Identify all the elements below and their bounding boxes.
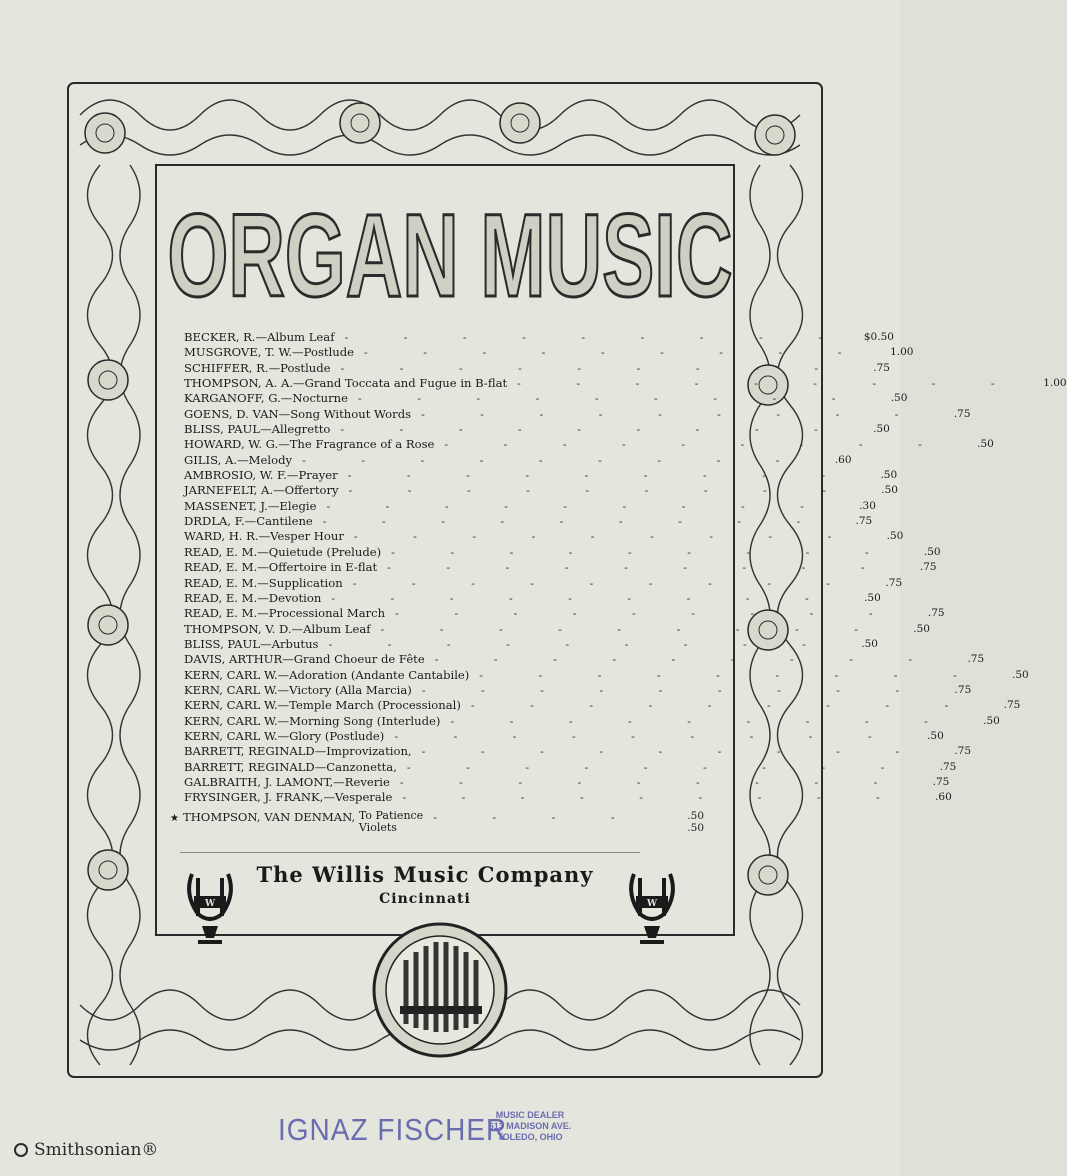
list-item-entry: GILIS, A.—Melody xyxy=(184,452,293,467)
leader-dots: - - - - - - - - - xyxy=(322,515,827,529)
list-item-price: .75 xyxy=(873,361,890,374)
list-item-price: .50 xyxy=(913,622,930,635)
list-item-entry: READ, E. M.—Supplication xyxy=(184,575,343,590)
stamp-line-2: 613 MADISON AVE. xyxy=(488,1121,572,1131)
list-item-entry: MASSENET, J.—Elegie xyxy=(184,498,317,513)
leader-dots: - - - - - - - - - xyxy=(517,377,1021,391)
leader-dots: - - - - - - - - - xyxy=(364,346,868,360)
watermark-label: Smithsonian® xyxy=(34,1140,159,1160)
list-item-price: .50 xyxy=(977,438,994,451)
list-item xyxy=(184,652,985,667)
list-item xyxy=(184,514,873,529)
list-item-entry: KERN, CARL W.—Morning Song (Interlude) xyxy=(184,713,441,728)
list-item-entry: THOMPSON, V. D.—Album Leaf xyxy=(184,621,371,636)
leader-dots: - - - - - - - - - xyxy=(450,714,954,728)
list-item-price: .50 xyxy=(861,637,878,650)
leader-dots: - - - - - - - - - xyxy=(302,453,806,467)
title-group xyxy=(359,810,423,834)
monogram-right: W xyxy=(646,899,658,909)
leader-dots: - - - - - - - - - xyxy=(444,438,948,452)
lyre-logo-right xyxy=(622,868,682,948)
list-item xyxy=(184,468,898,483)
list-item-price: .75 xyxy=(954,683,972,696)
list-item xyxy=(184,560,937,575)
list-item-entry: WARD, H. R.—Vesper Hour xyxy=(184,529,344,544)
list-item-entry: KERN, CARL W.—Temple March (Processional) xyxy=(184,698,461,713)
catalogue-list xyxy=(170,330,1067,836)
publisher-city: Cincinnati xyxy=(379,891,471,907)
list-item xyxy=(184,636,878,652)
list-item-entry: GALBRAITH, J. LAMONT,—Reverie xyxy=(184,774,390,789)
leader-dots: - - - - - - - - - xyxy=(406,760,911,774)
list-item-price: .50 xyxy=(873,423,890,436)
list-item-entry: MUSGROVE, T. W.—Postlude xyxy=(184,345,355,360)
leader-dots: - - - - - - - - - xyxy=(328,637,832,651)
list-item-price: .75 xyxy=(932,775,950,788)
list-item-price: .60 xyxy=(834,453,852,466)
leader-dots: - - - - xyxy=(433,810,641,824)
price-line-1: .50 xyxy=(687,809,704,822)
list-item xyxy=(184,713,1000,729)
leader-dots: - - - - - - - - - xyxy=(380,622,884,636)
leader-dots: - - - - - - - - - xyxy=(340,361,844,375)
stamp-line-1: MUSIC DEALER xyxy=(495,1110,565,1120)
title-line-2: Violets xyxy=(358,820,397,834)
list-item-entry: AMBROSIO, W. F.—Prayer xyxy=(184,468,338,483)
list-item-entry: READ, E. M.—Devotion xyxy=(184,590,322,605)
title-text: ORGAN MUSIC xyxy=(167,190,733,322)
title-line-1: To Patience xyxy=(358,808,424,822)
stamp-address xyxy=(460,1110,600,1143)
leader-dots: - - - - - - - - - xyxy=(344,331,848,344)
list-item-last xyxy=(170,808,704,836)
list-item-price: .75 xyxy=(919,561,937,574)
leader-dots: - - - - - - - - - xyxy=(394,729,898,743)
list-item-price: .75 xyxy=(1003,699,1021,712)
list-item-entry: READ, E. M.—Offertoire in E-flat xyxy=(184,560,378,575)
monogram-left: W xyxy=(204,899,216,909)
list-item-price: .50 xyxy=(881,484,898,497)
list-item xyxy=(184,790,952,805)
list-item-entry: KARGANOFF, G.—Nocturne xyxy=(184,391,348,406)
list-item-entry: GOENS, D. VAN—Song Without Words xyxy=(184,406,412,421)
list-item-price: .75 xyxy=(855,515,873,528)
leader-dots: - - - - - - - - - xyxy=(402,791,906,805)
list-item xyxy=(184,728,944,744)
list-item-price: .50 xyxy=(1012,668,1029,681)
list-item-price: .50 xyxy=(880,469,898,482)
star-icon: ★ xyxy=(170,812,179,824)
list-item-price: .60 xyxy=(935,791,952,804)
list-item-price: $0.50 xyxy=(863,331,894,343)
leader-dots: - - - - - - - - - xyxy=(352,576,857,590)
leader-dots: - - - - - - - - - xyxy=(395,607,899,621)
list-item-price: .50 xyxy=(890,392,908,405)
leader-dots: - - - - - - - - - xyxy=(347,469,852,483)
publisher-block xyxy=(240,862,610,907)
list-item xyxy=(184,330,894,345)
leader-dots: - - - - - - - - - xyxy=(387,561,891,575)
list-item-entry: KERN, CARL W.—Adoration (Andante Cantabile) xyxy=(184,667,470,682)
smithsonian-watermark xyxy=(14,1140,158,1160)
list-item-entry: READ, E. M.—Quietude (Prelude) xyxy=(184,544,382,559)
list-item-entry: FRYSINGER, J. FRANK,—Vesperale xyxy=(184,790,393,805)
list-item xyxy=(184,698,1021,713)
list-item-entry: DAVIS, ARTHUR—Grand Choeur de Fête xyxy=(184,652,425,667)
price-group xyxy=(658,810,704,836)
lyre-logo-left xyxy=(180,868,240,948)
list-item-price: .75 xyxy=(953,407,971,420)
list-item xyxy=(184,406,971,422)
list-item-entry: KERN, CARL W.—Glory (Postlude) xyxy=(184,728,385,743)
list-item xyxy=(184,452,852,468)
list-item xyxy=(184,422,890,437)
list-item-price: .75 xyxy=(885,576,903,589)
list-item xyxy=(184,590,881,606)
list-item xyxy=(184,391,908,406)
dealer-stamp xyxy=(278,1110,638,1160)
leader-dots: - - - - - - - - - xyxy=(348,484,852,498)
price-line-2: .50 xyxy=(687,821,704,834)
leader-dots: - - - - - - - - - xyxy=(470,699,975,713)
list-item-entry: DRDLA, F.—Cantilene xyxy=(184,514,313,529)
list-item-entry: JARNEFELT, A.—Offertory xyxy=(184,483,339,498)
list-item xyxy=(184,345,914,360)
list-item-entry: SCHIFFER, R.—Postlude xyxy=(184,360,331,375)
list-item xyxy=(184,544,941,560)
list-item-price: .50 xyxy=(927,729,944,742)
list-item-price: .75 xyxy=(927,607,945,620)
list-item xyxy=(184,360,890,376)
list-item xyxy=(184,575,903,591)
list-item xyxy=(184,437,994,452)
list-item xyxy=(184,682,972,698)
list-item-price: .75 xyxy=(967,653,985,666)
leader-dots: - - - - - - - - - xyxy=(434,653,939,667)
leader-dots: - - - - - - - - - xyxy=(421,407,925,421)
list-item xyxy=(184,498,876,514)
leader-dots: - - - - - - - - - xyxy=(391,545,895,559)
stamp-line-3: TOLEDO, OHIO xyxy=(497,1132,563,1142)
list-item-price: .50 xyxy=(983,714,1000,727)
list-item-price: .50 xyxy=(864,591,881,604)
leader-dots: - - - - - - - - - xyxy=(331,591,835,605)
list-item xyxy=(184,376,1067,391)
leader-dots: - - - - - - - - - xyxy=(479,668,983,682)
leader-dots: - - - - - - - - - xyxy=(326,499,830,513)
list-item xyxy=(184,621,930,637)
organ-pipes-illustration xyxy=(370,920,510,1060)
publisher-name: The Willis Music Company xyxy=(256,862,594,887)
stamp-dealer-name: IGNAZ FISCHER xyxy=(278,1112,508,1147)
leader-dots: - - - - - - - - - xyxy=(421,683,926,697)
list-item-entry: KERN, CARL W.—Victory (Alla Marcia) xyxy=(184,682,412,697)
leader-dots: - - - - - - - - - xyxy=(340,423,844,437)
list-item-price: .75 xyxy=(939,760,957,773)
list-item-entry: READ, E. M.—Processional March xyxy=(184,606,386,621)
divider-rule xyxy=(180,852,640,853)
list-item-price: .50 xyxy=(923,545,941,558)
composer-name: THOMPSON, VAN DENMAN, xyxy=(182,809,356,824)
smithsonian-sun-icon xyxy=(14,1143,28,1157)
page-title xyxy=(160,178,740,322)
list-item-price: .30 xyxy=(859,499,876,512)
list-item-entry xyxy=(170,810,423,836)
list-item xyxy=(184,483,898,498)
list-item xyxy=(184,774,950,790)
list-item xyxy=(184,529,904,544)
list-item-entry: BARRETT, REGINALD—Canzonetta, xyxy=(184,759,397,774)
leader-dots: - - - - - - - - - xyxy=(353,530,858,544)
list-item xyxy=(184,744,972,759)
list-item xyxy=(184,606,945,621)
list-item-price: 1.00 xyxy=(890,346,914,359)
list-item-price: .75 xyxy=(954,745,972,758)
list-item-entry: BLISS, PAUL—Allegretto xyxy=(184,422,331,437)
leader-dots: - - - - - - - - - xyxy=(399,775,904,789)
list-item-entry: BECKER, R.—Album Leaf xyxy=(184,330,335,344)
list-item xyxy=(184,667,1029,683)
list-item-entry: THOMPSON, A. A.—Grand Toccata and Fugue in B-flat xyxy=(184,376,508,391)
leader-dots: - - - - - - - - - xyxy=(421,745,926,759)
list-item xyxy=(184,759,957,775)
list-item-entry: HOWARD, W. G.—The Fragrance of a Rose xyxy=(184,437,435,452)
leader-dots: - - - - - - - - - xyxy=(357,392,862,406)
list-item-entry: BARRETT, REGINALD—Improvization, xyxy=(184,744,412,759)
list-item-entry: BLISS, PAUL—Arbutus xyxy=(184,636,319,651)
list-item-price: .50 xyxy=(886,530,904,543)
list-item-price: 1.00 xyxy=(1043,377,1067,390)
